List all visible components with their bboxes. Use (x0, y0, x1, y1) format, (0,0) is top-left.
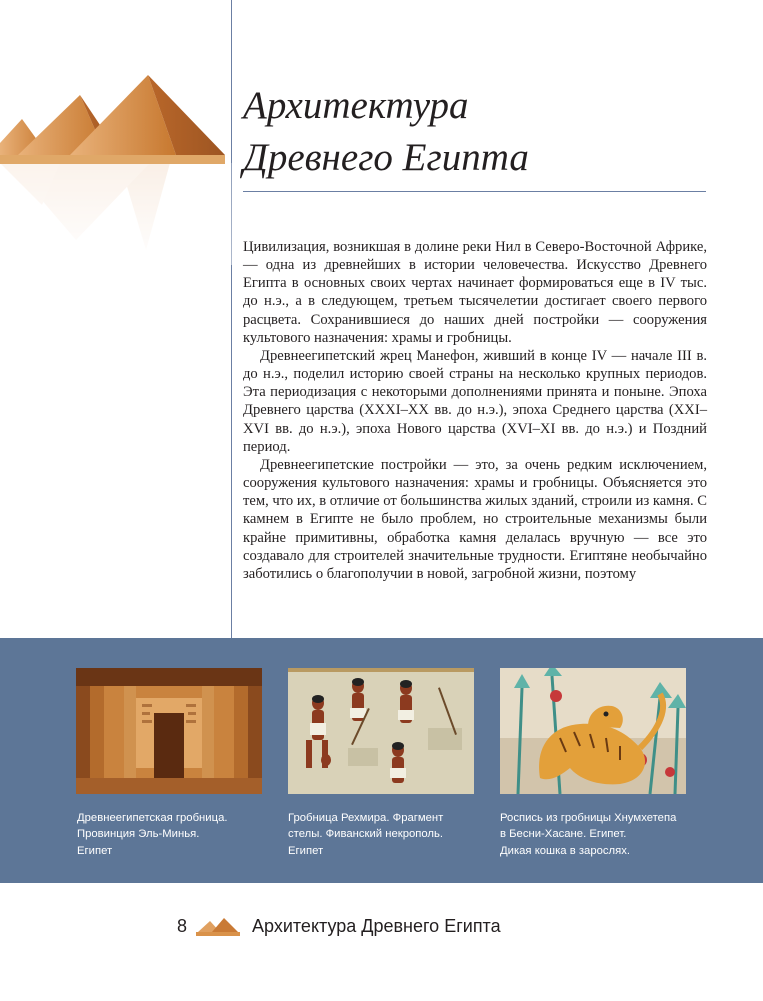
paragraph: Цивилизация, возникшая в долине реки Нил в Северо-Восточной Африке, — одна из древнейших в истории человечества. Искусство Древнего Египта в основных своих чертах начинает формироваться еще в IV тыс. до н.э., а в следующем, третьем тысячелетии достигает своего первого расцвета. Сохранившиеся до наших дней постройки — сооружения культового назначения: храмы и гробницы. (243, 239, 707, 346)
rekhmire-fresco-photo (288, 668, 474, 794)
caption-line: Египет (288, 844, 324, 857)
caption-line: Древнеегипетская гробница. (77, 812, 228, 824)
tomb-interior-photo (76, 668, 262, 794)
caption-line: Египет (77, 844, 113, 857)
page-number: 8 (177, 915, 188, 936)
photo-caption-1 (77, 810, 277, 859)
title-line-1: Архитектура (243, 84, 469, 127)
caption-line: Гробница Рехмира. Фрагмент (288, 812, 444, 824)
wild-cat-painting-photo (500, 668, 686, 794)
paragraph: Древнеегипетский жрец Манефон, живший в конце IV — начале III в. до н.э., поделил историю своей страны на несколько крупных периодов. Эта периодизация с некоторыми дополнениями принята и поныне. Эпоха Древнего царства (XXXI–XX вв. до н.э.), эпоха Среднего царства (XXI–XVI вв. до н.э.), эпоха Нового царства (XVI–XI вв. до н.э.) и Поздний период. (243, 347, 707, 455)
page-title (243, 80, 713, 184)
caption-line: Роспись из гробницы Хнумхетепа (500, 812, 677, 824)
photo-caption-3 (500, 810, 710, 859)
caption-line: Провинция Эль-Минья. (77, 828, 200, 841)
title-rule (243, 191, 706, 192)
caption-line: Дикая кошка в зарослях. (500, 844, 631, 857)
title-line-2: Древнего Египта (243, 136, 529, 179)
photo-caption-2 (288, 810, 488, 859)
article-body (243, 238, 707, 583)
paragraph: Древнеегипетские постройки — это, за очень редким исключением, сооружения культового назначения: храмы и гробницы. Объясняется это тем, что их, в отличие от большинства жилых зданий, строили из камня. С камнем в Египте не было проблем, но строительные механизмы были крайне примитивны, обработка камня делалась вручную — все это создавало для строителей значительные трудности. Египтяне необычайно заботились о благополучии в новой, загробной жизни, поэтому (243, 456, 708, 582)
pyramids-illustration (0, 55, 232, 265)
caption-line: стелы. Фиванский некрополь. (288, 828, 444, 841)
running-title: Архитектура Древнего Египта (252, 915, 501, 936)
caption-line: в Бесни-Хасане. Египет. (500, 828, 627, 841)
page-footer (177, 912, 501, 940)
pyramids-logo-icon (196, 916, 240, 936)
